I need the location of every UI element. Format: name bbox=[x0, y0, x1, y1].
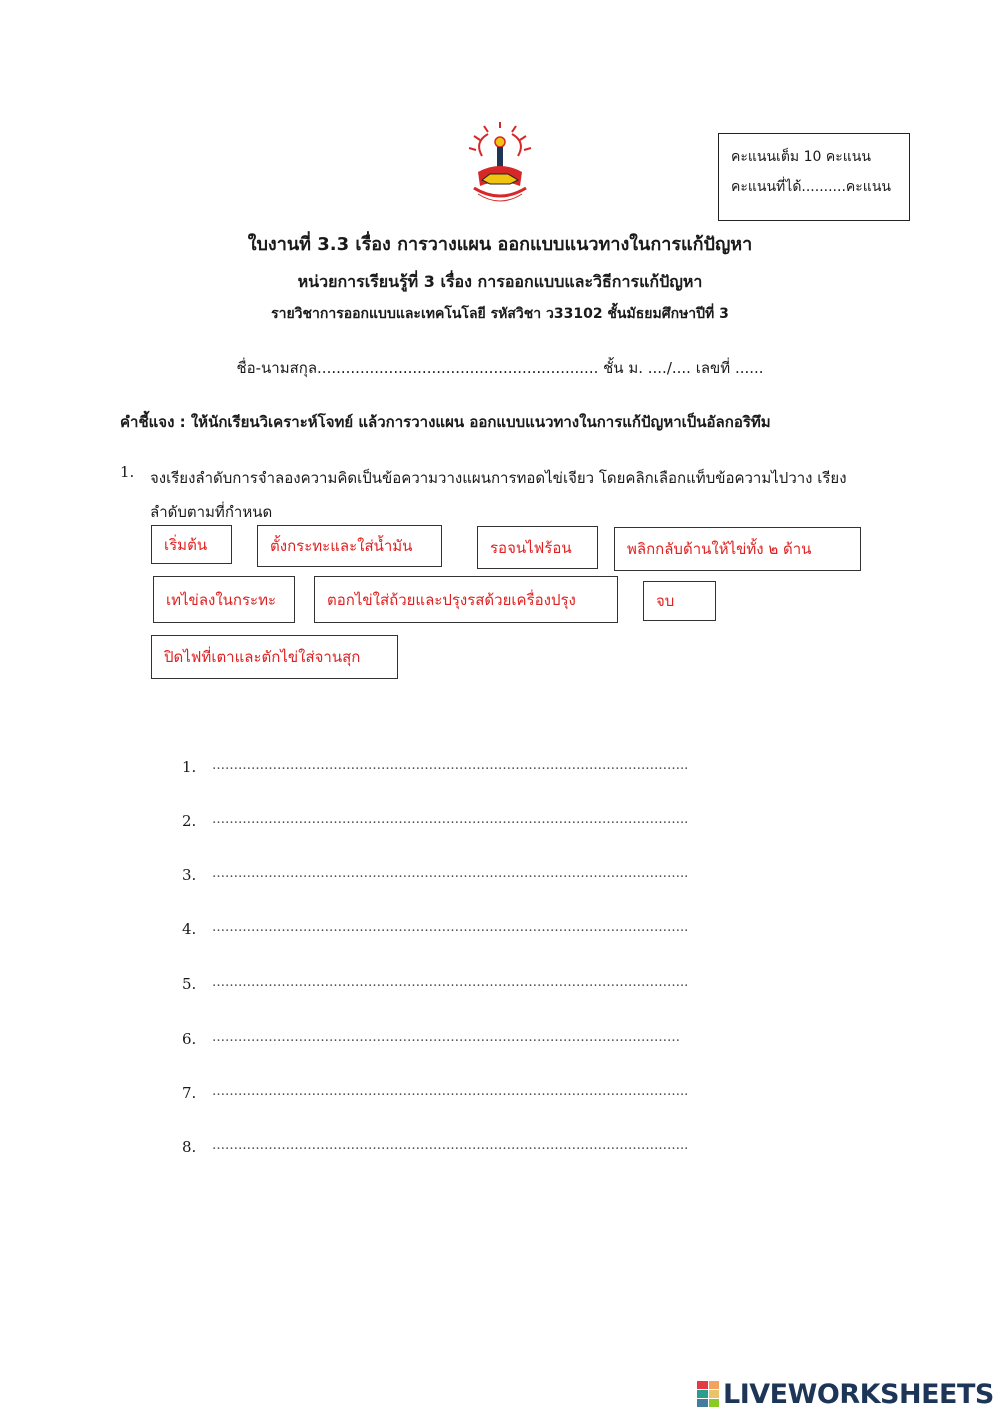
worksheet-title: ใบงานที่ 3.3 เรื่อง การวางแผน ออกแบบแนวทางในการแก้ปัญหา bbox=[247, 234, 753, 255]
answer-row bbox=[182, 920, 882, 946]
answer-tile-wait-heat[interactable]: รอจนไฟร้อน bbox=[477, 526, 598, 569]
answer-tile-crack-egg[interactable]: ตอกไข่ใส่ถ้วยและปรุงรสด้วยเครื่องปรุง bbox=[314, 576, 618, 623]
answer-drop-zone[interactable]: ……………………………………………………………………………………………….. bbox=[212, 812, 689, 827]
unit-title: หน่วยการเรียนรู้ที่ 3 เรื่อง การออกแบบและวิธีการแก้ปัญหา bbox=[297, 272, 703, 291]
answer-row bbox=[182, 758, 882, 784]
answer-drop-zone[interactable]: ……………………………………………………………………………………………….. bbox=[212, 1084, 689, 1099]
answer-number: 8. bbox=[182, 1138, 197, 1156]
student-info-line: ชื่อ-นามสกุล........................................................... ชั้น ม. ..../.... เลขที่ ...... bbox=[236, 359, 764, 377]
answer-tile-flip-egg[interactable]: พลิกกลับด้านให้ไข่ทั้ง ๒ ด้าน bbox=[614, 527, 861, 571]
answer-drop-zone[interactable]: ……………………………………………………………………………………………….. bbox=[212, 920, 689, 935]
question-text: จงเรียงลำดับการจำลองความคิดเป็นข้อความวางแผนการทอดไข่เจียว โดยคลิกเลือกแท็บข้อความไปวาง เรียงลำดับตามที่กำหนด bbox=[150, 469, 847, 521]
answer-row bbox=[182, 1084, 882, 1110]
full-score-text: คะแนนเต็ม 10 คะแนน bbox=[731, 149, 871, 165]
answer-number: 6. bbox=[182, 1030, 197, 1048]
answer-row bbox=[182, 866, 882, 892]
logo-square bbox=[697, 1381, 708, 1389]
score-box bbox=[718, 133, 910, 221]
answer-number: 2. bbox=[182, 812, 197, 830]
logo-square bbox=[709, 1390, 720, 1398]
answer-number: 5. bbox=[182, 975, 197, 993]
answer-number: 3. bbox=[182, 866, 197, 884]
answer-number: 4. bbox=[182, 920, 197, 938]
logo-square bbox=[709, 1381, 720, 1389]
answer-number: 7. bbox=[182, 1084, 197, 1102]
liveworksheets-brand bbox=[697, 1376, 994, 1412]
answer-tile-pour-egg[interactable]: เทไข่ลงในกระทะ bbox=[153, 576, 295, 623]
answer-row bbox=[182, 812, 882, 838]
logo-square bbox=[697, 1390, 708, 1398]
answer-row bbox=[182, 1138, 882, 1164]
course-line: รายวิชาการออกแบบและเทคโนโลยี รหัสวิชา ว33102 ชั้นมัธยมศึกษาปีที่ 3 bbox=[271, 306, 729, 322]
answer-tile-set-pan[interactable]: ตั้งกระทะและใส่น้ำมัน bbox=[257, 525, 442, 567]
logo-square bbox=[697, 1399, 708, 1407]
answer-tile-turn-off[interactable]: ปิดไฟที่เตาและตักไข่ใส่จานสุก bbox=[151, 635, 398, 679]
question-number: 1. bbox=[120, 463, 135, 481]
answer-drop-zone[interactable]: ……………………………………………………………………………………………….. bbox=[212, 866, 689, 881]
answer-tile-start[interactable]: เริ่มต้น bbox=[151, 525, 232, 564]
answer-row bbox=[182, 1030, 882, 1056]
logo-square bbox=[709, 1399, 720, 1407]
instruction-text: คำชี้แจง : ให้นักเรียนวิเคราะห์โจทย์ แล้วการวางแผน ออกแบบแนวทางในการแก้ปัญหาเป็นอัลกอริทึม bbox=[120, 413, 771, 431]
answer-row bbox=[182, 975, 882, 1001]
school-emblem-logo bbox=[460, 120, 540, 210]
answer-number: 1. bbox=[182, 758, 197, 776]
liveworksheets-logo-icon bbox=[697, 1381, 719, 1407]
score-obtained-text: คะแนนที่ได้..........คะแนน bbox=[731, 179, 891, 195]
answer-drop-zone[interactable]: ……………………………………………………………………………………………….. bbox=[212, 758, 689, 773]
answer-tile-end[interactable]: จบ bbox=[643, 581, 716, 621]
answer-drop-zone[interactable]: ……………………………………………………………………………………………….. bbox=[212, 1138, 689, 1153]
answer-drop-zone[interactable]: ……………………………………………………………………………………………… bbox=[212, 1030, 680, 1045]
brand-name: LIVEWORKSHEETS bbox=[723, 1378, 994, 1410]
answer-drop-zone[interactable]: ……………………………………………………………………………………………….. bbox=[212, 975, 689, 990]
